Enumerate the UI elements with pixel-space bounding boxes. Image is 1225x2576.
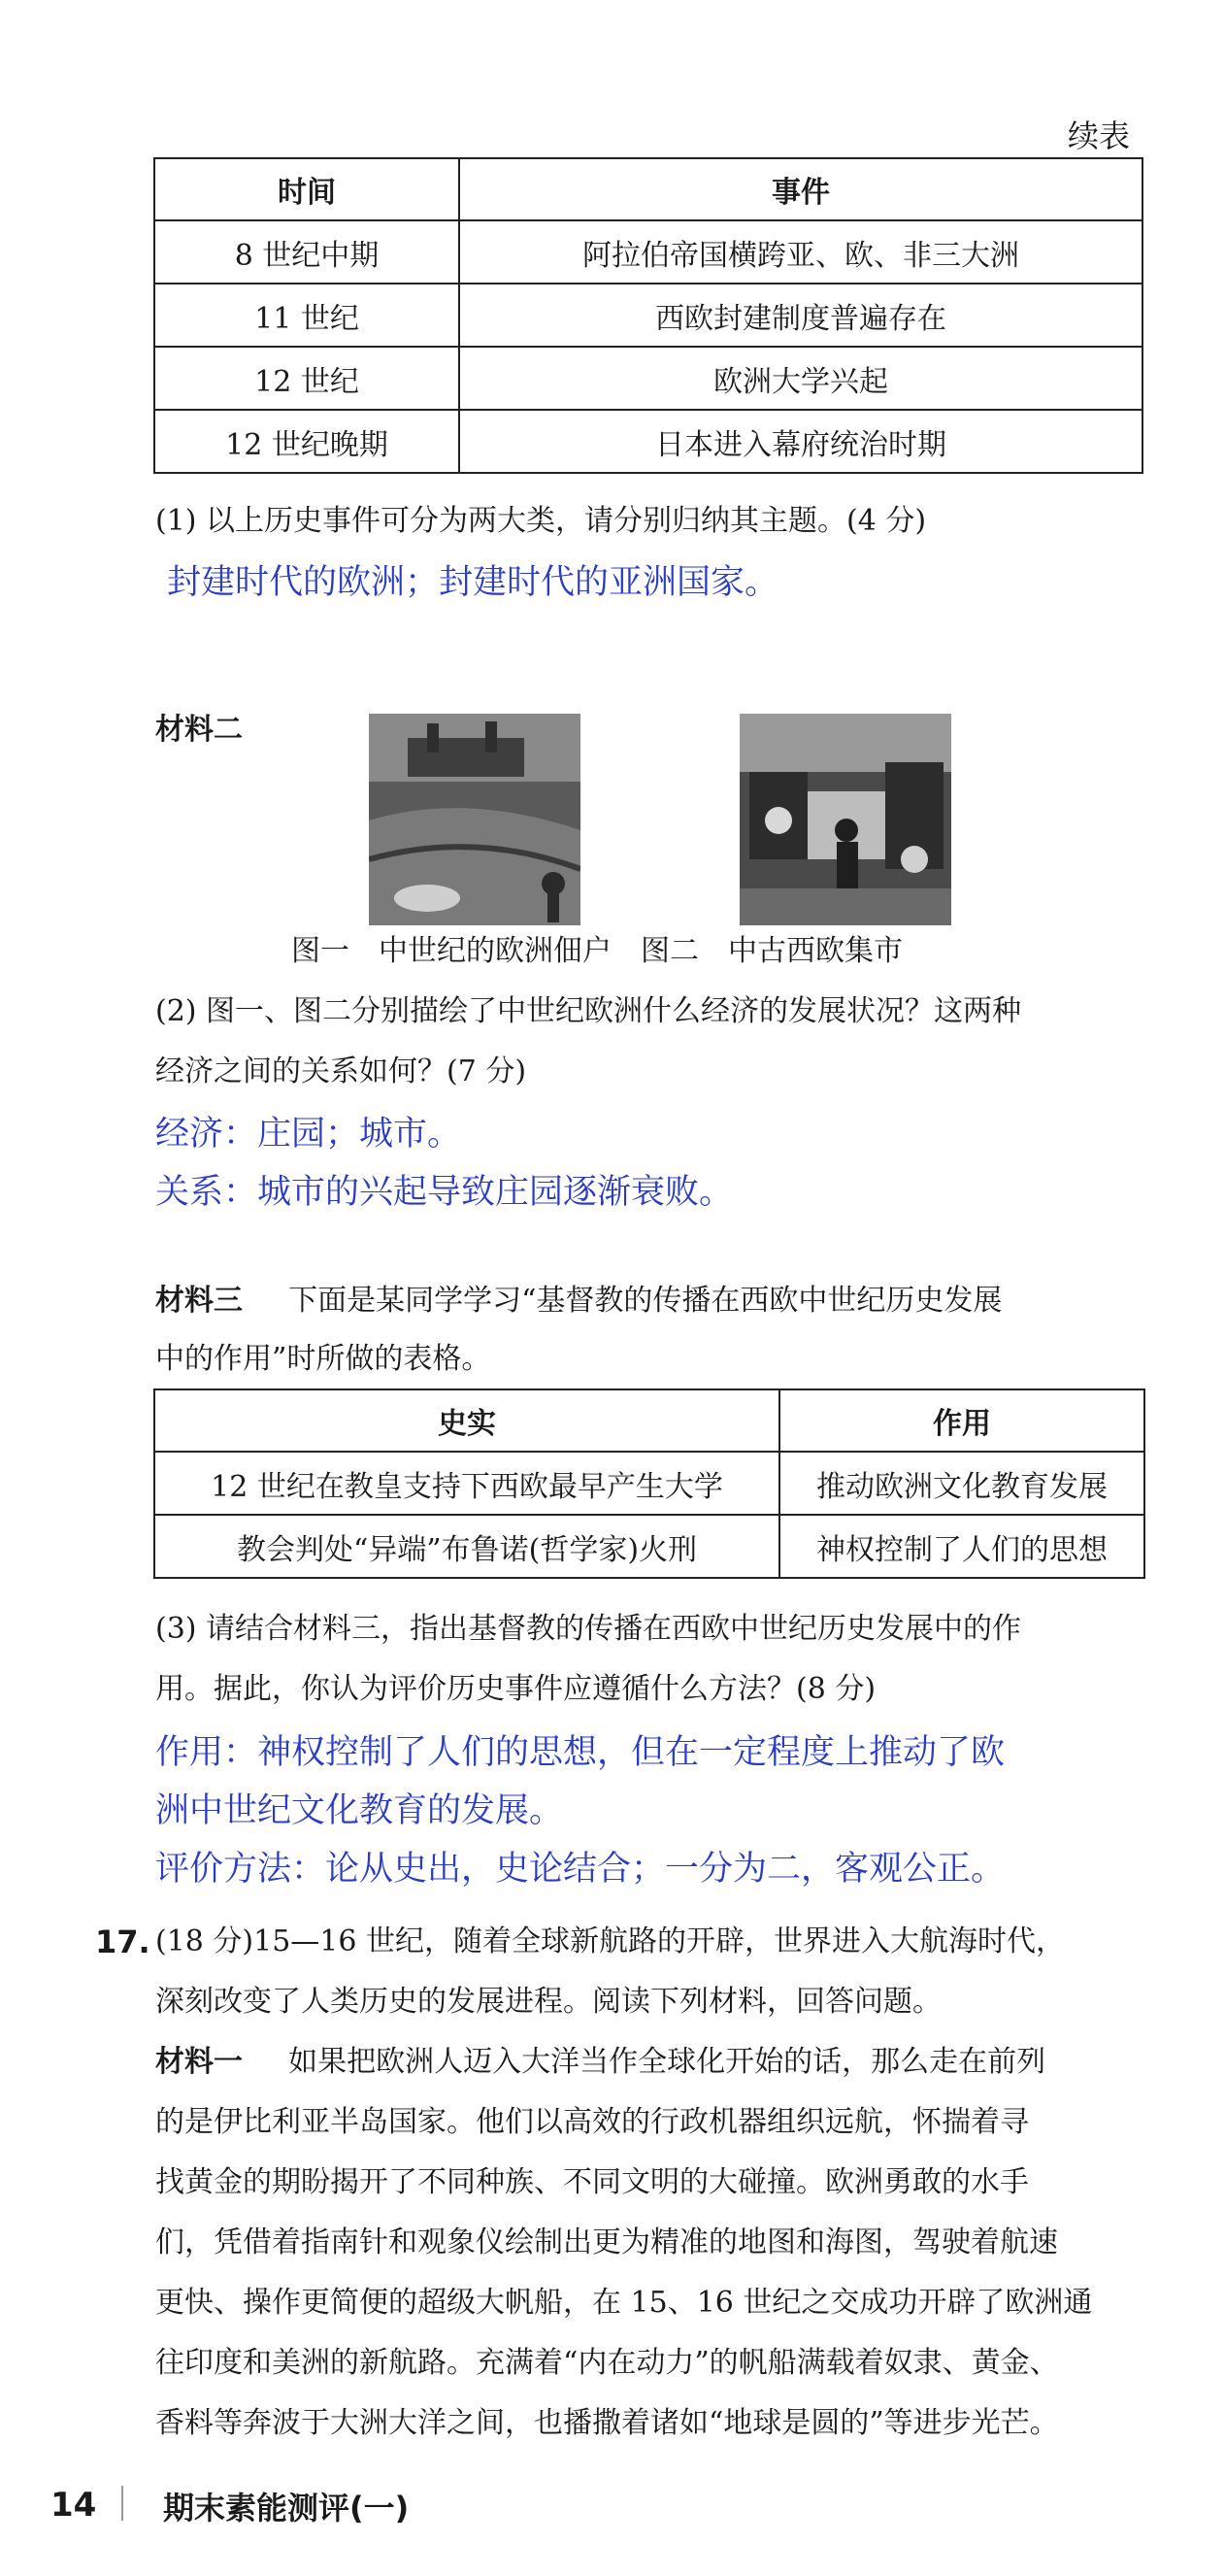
material-1-label: 材料一 [155, 2045, 243, 2079]
question-1-answer: 封建时代的欧洲；封建时代的亚洲国家。 [167, 563, 779, 602]
question-17-line-1: (18 分)15—16 世纪，随着全球新航路的开辟，世界进入大航海时代， [155, 1924, 1066, 1958]
material-1-line-3: 找黄金的期盼揭开了不同种族、不同文明的大碰撞。欧洲勇敢的水手 [155, 2165, 1029, 2199]
christianity-table [153, 1388, 1145, 1579]
question-3-answer-line-2: 洲中世纪文化教育的发展。 [155, 1791, 564, 1830]
table-header-cell: 事件 [459, 158, 1142, 220]
table-header-row [154, 1389, 1144, 1452]
table-row [154, 1452, 1144, 1515]
table-cell: 12 世纪在教皇支持下西欧最早产生大学 [154, 1452, 779, 1515]
material-1-text: 如果把欧洲人迈入大洋当作全球化开始的话，那么走在前列 [288, 2045, 1046, 2079]
continued-label: 续表 [1068, 117, 1131, 154]
question-2-prompt-line-2: 经济之间的关系如何？(7 分) [155, 1054, 527, 1088]
table-cell: 欧洲大学兴起 [459, 347, 1142, 410]
table-row [154, 347, 1142, 410]
material-2-label: 材料二 [155, 713, 243, 747]
table-cell: 阿拉伯帝国横跨亚、欧、非三大洲 [459, 220, 1142, 284]
material-3-text: 下面是某同学学习“基督教的传播在西欧中世纪历史发展 [288, 1284, 1003, 1318]
footer-divider [121, 2486, 123, 2521]
material-3-line-2: 中的作用”时所做的表格。 [155, 1342, 491, 1376]
table-header-cell: 时间 [154, 158, 459, 220]
question-17-number: 17. [95, 1924, 150, 1960]
question-2-prompt-line-1: (2) 图一、图二分别描绘了中世纪欧洲什么经济的发展状况？这两种 [155, 994, 1022, 1028]
peasant-illustration [369, 714, 580, 925]
material-3-line-1 [155, 1280, 1002, 1322]
events-table [153, 157, 1143, 474]
question-1-prompt: (1) 以上历史事件可分为两大类，请分别归纳其主题。(4 分) [155, 504, 927, 538]
material-1-line-1 [155, 2041, 1045, 2084]
question-3-prompt-line-1: (3) 请结合材料三，指出基督教的传播在西欧中世纪历史发展中的作 [155, 1612, 1022, 1646]
question-2-answer-line-1: 经济：庄园；城市。 [155, 1115, 462, 1154]
table-cell: 神权控制了人们的思想 [779, 1515, 1144, 1578]
question-3-answer-line-1: 作用：神权控制了人们的思想，但在一定程度上推动了欧 [155, 1733, 1006, 1772]
table-cell: 11 世纪 [154, 284, 459, 347]
market-illustration [740, 714, 951, 925]
question-3-answer-line-3: 评价方法：论从史出，史论结合；一分为二，客观公正。 [155, 1850, 1006, 1889]
table-header-cell: 作用 [779, 1389, 1144, 1452]
table-header-row [154, 158, 1142, 220]
question-17-line-2: 深刻改变了人类历史的发展进程。阅读下列材料，回答问题。 [155, 1985, 942, 2019]
table-row [154, 410, 1142, 473]
table-row [154, 220, 1142, 284]
question-2-answer-line-2: 关系：城市的兴起导致庄园逐渐衰败。 [155, 1173, 734, 1212]
table-cell: 教会判处“异端”布鲁诺(哲学家)火刑 [154, 1515, 779, 1578]
table-row [154, 1515, 1144, 1578]
table-cell: 日本进入幕府统治时期 [459, 410, 1142, 473]
material-1-line-7: 香料等奔波于大洲大洋之间，也播撒着诸如“地球是圆的”等进步光芒。 [155, 2406, 1059, 2440]
table-row [154, 284, 1142, 347]
question-3-prompt-line-2: 用。据此，你认为评价历史事件应遵循什么方法？(8 分) [155, 1672, 877, 1706]
footer-title: 期末素能测评(一) [163, 2490, 410, 2526]
table-cell: 12 世纪晚期 [154, 410, 459, 473]
material-1-line-5: 更快、操作更简便的超级大帆船，在 15、16 世纪之交成功开辟了欧洲通 [155, 2286, 1093, 2320]
table-cell: 12 世纪 [154, 347, 459, 410]
figure-caption: 图一 中世纪的欧洲佃户 图二 中古西欧集市 [291, 934, 903, 968]
table-cell: 西欧封建制度普遍存在 [459, 284, 1142, 347]
material-1-line-2: 的是伊比利亚半岛国家。他们以高效的行政机器组织远航，怀揣着寻 [155, 2105, 1029, 2139]
table-cell: 8 世纪中期 [154, 220, 459, 284]
table-header-cell: 史实 [154, 1389, 779, 1452]
page-number: 14 [50, 2486, 97, 2525]
material-3-label: 材料三 [155, 1284, 243, 1318]
material-1-line-6: 往印度和美洲的新航路。充满着“内在动力”的帆船满载着奴隶、黄金、 [155, 2346, 1059, 2380]
table-cell: 推动欧洲文化教育发展 [779, 1452, 1144, 1515]
material-1-line-4: 们，凭借着指南针和观象仪绘制出更为精准的地图和海图，驾驶着航速 [155, 2225, 1058, 2259]
